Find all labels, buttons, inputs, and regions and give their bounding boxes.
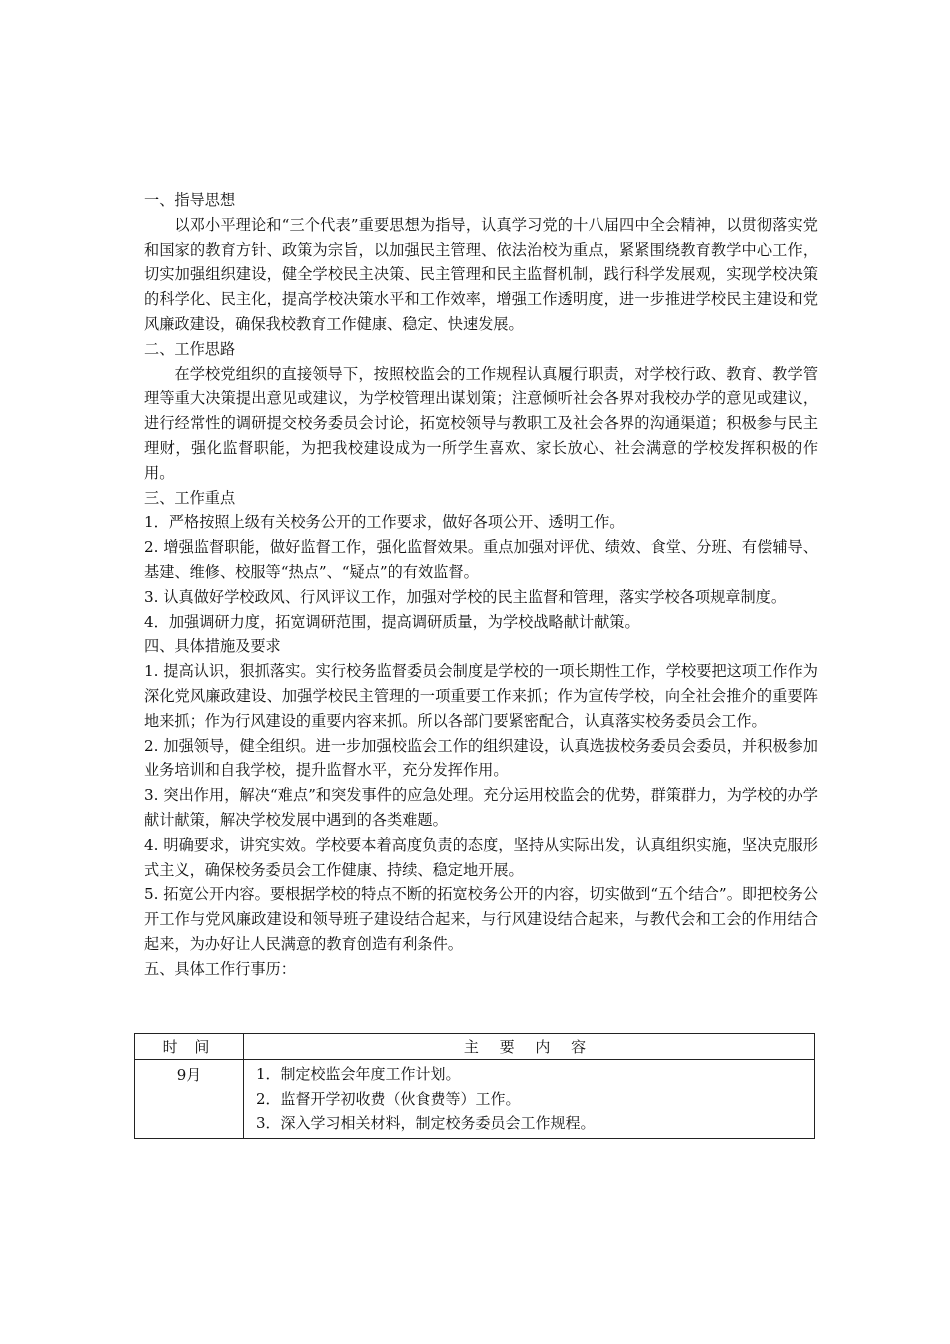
measures-item: 3. 突出作用，解决“难点”和突发事件的应急处理。充分运用校监会的优势，群策群力，为学校的办学献计献策，解决学校发展中遇到的各类难题。 — [144, 786, 818, 829]
table-header-content: 主 要 内 容 — [244, 1034, 815, 1060]
table-cell-items — [244, 1060, 815, 1139]
work-focus-item: 2. 增强监督职能，做好监督工作，强化监督效果。重点加强对评优、绩效、食堂、分班、有偿辅导、基建、维修、校服等“热点”、“疑点”的有效监督。 — [144, 538, 818, 581]
section-heading-schedule: 五、具体工作行事历： — [144, 959, 296, 978]
table-header-time: 时 间 — [135, 1034, 244, 1060]
section-heading-measures: 四、具体措施及要求 — [144, 637, 281, 656]
work-focus-item: 3. 认真做好学校政风、行风评议工作，加强对学校的民主监督和管理，落实学校各项规章制度。 — [144, 587, 787, 606]
measures-item: 1. 提高认识，狠抓落实。实行校务监督委员会制度是学校的一项长期性工作，学校要把这项工作作为深化党风廉政建设、加强学校民主管理的一项重要工作来抓；作为宣传学校，向全社会推介的重要阵地来抓；作为行风建设的重要内容来抓。所以各部门要紧密配合，认真落实校务委员会工作。 — [144, 662, 818, 730]
schedule-table — [134, 1033, 815, 1139]
measures-item: 5. 拓宽公开内容。要根据学校的特点不断的拓宽校务公开的内容，切实做到“五个结合”。即把校务公开工作与党风廉政建设和领导班子建设结合起来，与行风建设结合起来，与教代会和工会的作用结合起来，为办好让人民满意的教育创造有利条件。 — [144, 885, 818, 953]
measures-item: 2. 加强领导，健全组织。进一步加强校监会工作的组织建设，认真选拔校务委员会委员，并积极参加业务培训和自我学校，提升监督水平，充分发挥作用。 — [144, 736, 818, 780]
section-heading-guiding-ideology: 一、指导思想 — [144, 191, 236, 209]
schedule-item: 1．制定校监会年度工作计划。 — [256, 1065, 461, 1083]
schedule-item: 2．监督开学初收费（伙食费等）工作。 — [256, 1089, 521, 1108]
schedule-item: 3．深入学习相关材料，制定校务委员会工作规程。 — [256, 1114, 596, 1132]
table-header-row — [135, 1034, 815, 1060]
measures-item: 4. 明确要求，讲究实效。学校要本着高度负责的态度，坚持从实际出发，认真组织实施，坚决克服形式主义，确保校务委员会工作健康、持续、稳定地开展。 — [144, 835, 818, 879]
table-cell-month: 9月 — [135, 1060, 244, 1139]
work-focus-item: 1．严格按照上级有关校务公开的工作要求，做好各项公开、透明工作。 — [144, 513, 625, 532]
section-heading-work-focus: 三、工作重点 — [144, 488, 236, 507]
work-approach-paragraph: 在学校党组织的直接领导下，按照校监会的工作规程认真履行职责，对学校行政、教育、教学管理等重大决策提出意见或建议，为学校管理出谋划策；注意倾听社会各界对我校办学的意见或建议，进行经常性的调研提交校务委员会讨论，拓宽校领导与教职工及社会各界的沟通渠道；积极参与民主理财，强化监督职能，为把我校建设成为一所学生喜欢、家长放心、社会满意的学校发挥积极的作用。 — [144, 364, 818, 482]
document-body — [144, 188, 818, 982]
guiding-ideology-paragraph: 以邓小平理论和“三个代表”重要思想为指导，认真学习党的十八届四中全会精神，以贯彻落实党和国家的教育方针、政策为宗旨，以加强民主管理、依法治校为重点，紧紧围绕教育教学中心工作，切实加强组织建设，健全学校民主决策、民主管理和民主监督机制，践行科学发展观，实现学校决策的科学化、民主化，提高学校决策水平和工作效率，增强工作透明度，进一步推进学校民主建设和党风廉政建设，确保我校教育工作健康、稳定、快速发展。 — [144, 215, 818, 333]
table-row — [135, 1060, 815, 1139]
work-focus-item: 4．加强调研力度，拓宽调研范围，提高调研质量，为学校战略献计献策。 — [144, 612, 640, 631]
section-heading-work-approach: 二、工作思路 — [144, 339, 236, 358]
